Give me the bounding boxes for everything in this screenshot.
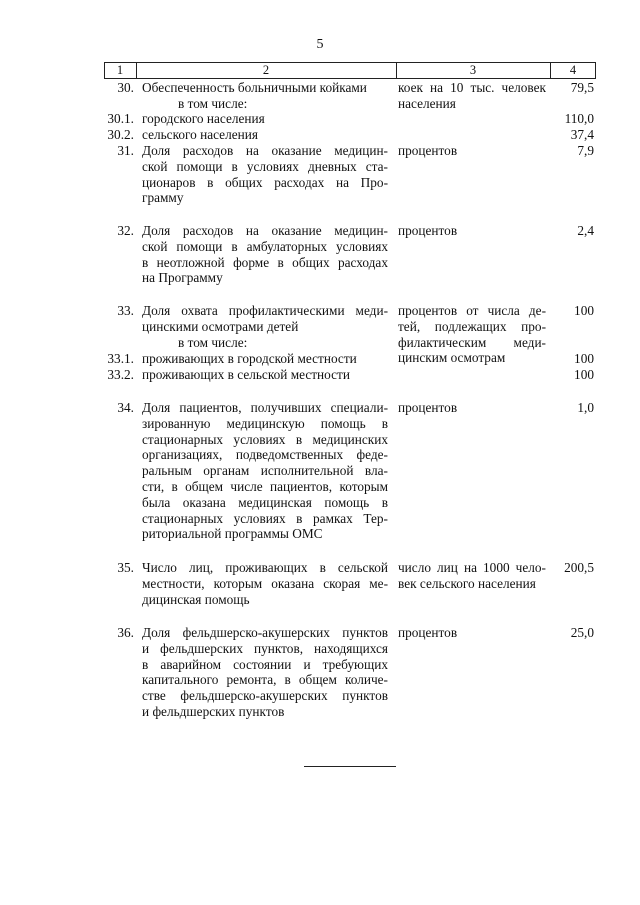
- description-line: капитального ремонта, в общем количе-: [142, 672, 388, 688]
- description-line: цинскими осмотрами детей: [142, 318, 299, 334]
- row-unit: [398, 400, 546, 416]
- description-line: местности, которым оказана скорая ме-: [142, 575, 388, 591]
- description-line: городского населения: [142, 111, 265, 126]
- unit-line: процентов: [398, 400, 458, 415]
- description-line: стве фельдшерско-акушерских пунктов: [142, 688, 388, 704]
- description-line: на Программу: [142, 270, 223, 286]
- row-value: 37,4: [570, 127, 594, 142]
- unit-line: век сельского населения: [398, 575, 536, 591]
- row-description: [142, 400, 388, 542]
- row-value: 100: [574, 351, 594, 366]
- row-description: [142, 351, 388, 367]
- description-line: и фельдшерских пунктов: [142, 703, 285, 719]
- row-value: 100: [574, 303, 594, 318]
- row-value: 200,5: [564, 560, 594, 575]
- description-line: сельского населения: [142, 127, 258, 142]
- row-number: 33.2.: [107, 367, 134, 382]
- page-number: 5: [316, 37, 324, 52]
- header-col-3: 3: [469, 63, 477, 77]
- row-number: 33.1.: [107, 351, 134, 366]
- description-line: была оказана медицинская помощь в: [142, 494, 388, 510]
- row-number: 30.1.: [107, 111, 134, 126]
- description-line: Доля фельдшерско-акушерских пунктов: [142, 625, 388, 640]
- description-line: грамму: [142, 190, 184, 206]
- row-number: 36.: [117, 625, 134, 640]
- unit-line: процентов от числа де-: [398, 303, 546, 318]
- description-line: Доля расходов на оказание медицин-: [142, 223, 388, 238]
- description-line: сти, в общем числе пациентов, которым: [142, 478, 388, 494]
- row-value: 110,0: [564, 111, 594, 126]
- row-unit: [398, 560, 546, 592]
- row-unit: [398, 143, 546, 159]
- row-number: 33.: [117, 303, 134, 318]
- footer-rule: [304, 766, 396, 767]
- description-subheading: в том числе:: [178, 334, 248, 350]
- row-description: [142, 625, 388, 720]
- description-line: ционаров в общих расходах на Про-: [142, 174, 388, 190]
- row-description: [142, 111, 388, 127]
- row-value: 2,4: [577, 223, 594, 238]
- row-number: 30.: [117, 80, 134, 95]
- row-description: [142, 223, 388, 286]
- description-line: Число лиц, проживающих в сельской: [142, 560, 388, 575]
- unit-line: населения: [398, 95, 456, 111]
- description-line: дицинская помощь: [142, 591, 250, 607]
- row-number: 34.: [117, 400, 134, 415]
- description-line: и фельдшерских пунктов, находящихся: [142, 640, 388, 656]
- description-line: риториальной программы ОМС: [142, 526, 323, 542]
- description-line: зированную медицинскую помощь в: [142, 415, 388, 431]
- description-line: стационарных условиях в медицинских: [142, 431, 388, 447]
- row-unit: [398, 625, 546, 641]
- row-description: [142, 303, 388, 350]
- row-unit: [398, 223, 546, 239]
- description-line: ской помощи в условиях дневных ста-: [142, 158, 388, 174]
- description-subheading: в том числе:: [178, 95, 248, 111]
- row-description: [142, 127, 388, 143]
- unit-line: тей, подлежащих про-: [398, 318, 546, 334]
- description-line: ской помощи в амбулаторных условиях: [142, 238, 388, 254]
- header-col-1: 1: [116, 63, 124, 77]
- description-line: Обеспеченность больничными койками: [142, 80, 367, 95]
- description-line: Доля пациентов, получивших специали-: [142, 400, 388, 415]
- header-col-2: 2: [262, 63, 270, 77]
- description-line: в неотложной форме в общих расходах: [142, 254, 388, 270]
- description-line: Доля расходов на оказание медицин-: [142, 143, 388, 158]
- row-description: [142, 560, 388, 607]
- unit-line: цинским осмотрам: [398, 350, 506, 366]
- description-line: в аварийном состоянии и требующих: [142, 656, 388, 672]
- unit-line: процентов: [398, 625, 458, 640]
- row-number: 31.: [117, 143, 134, 158]
- description-line: организациях, подведомственных феде-: [142, 447, 388, 463]
- row-number: 30.2.: [107, 127, 134, 142]
- row-description: [142, 143, 388, 206]
- header-divider: [595, 63, 596, 78]
- unit-line: число лиц на 1000 чело-: [398, 560, 546, 575]
- description-line: Доля охвата профилактическими меди-: [142, 303, 388, 318]
- row-value: 1,0: [577, 400, 594, 415]
- row-value: 100: [574, 367, 594, 382]
- row-description: [142, 80, 388, 112]
- unit-line: филактическим меди-: [398, 334, 546, 350]
- unit-line: процентов: [398, 143, 458, 158]
- description-line: проживающих в городской местности: [142, 351, 357, 366]
- unit-line: процентов: [398, 223, 458, 238]
- row-number: 35.: [117, 560, 134, 575]
- header-col-4: 4: [569, 63, 577, 77]
- row-unit: [398, 80, 546, 112]
- description-line: ральным органам исполнительной вла-: [142, 463, 388, 479]
- row-description: [142, 367, 388, 383]
- row-value: 7,9: [577, 143, 594, 158]
- unit-line: коек на 10 тыс. человек: [398, 80, 546, 95]
- description-line: проживающих в сельской местности: [142, 367, 350, 382]
- row-number: 32.: [117, 223, 134, 238]
- table-header: [104, 62, 596, 79]
- row-value: 25,0: [570, 625, 594, 640]
- row-value: 79,5: [570, 80, 594, 95]
- description-line: стационарных условиях в рамках Тер-: [142, 510, 388, 526]
- row-unit: [398, 303, 546, 366]
